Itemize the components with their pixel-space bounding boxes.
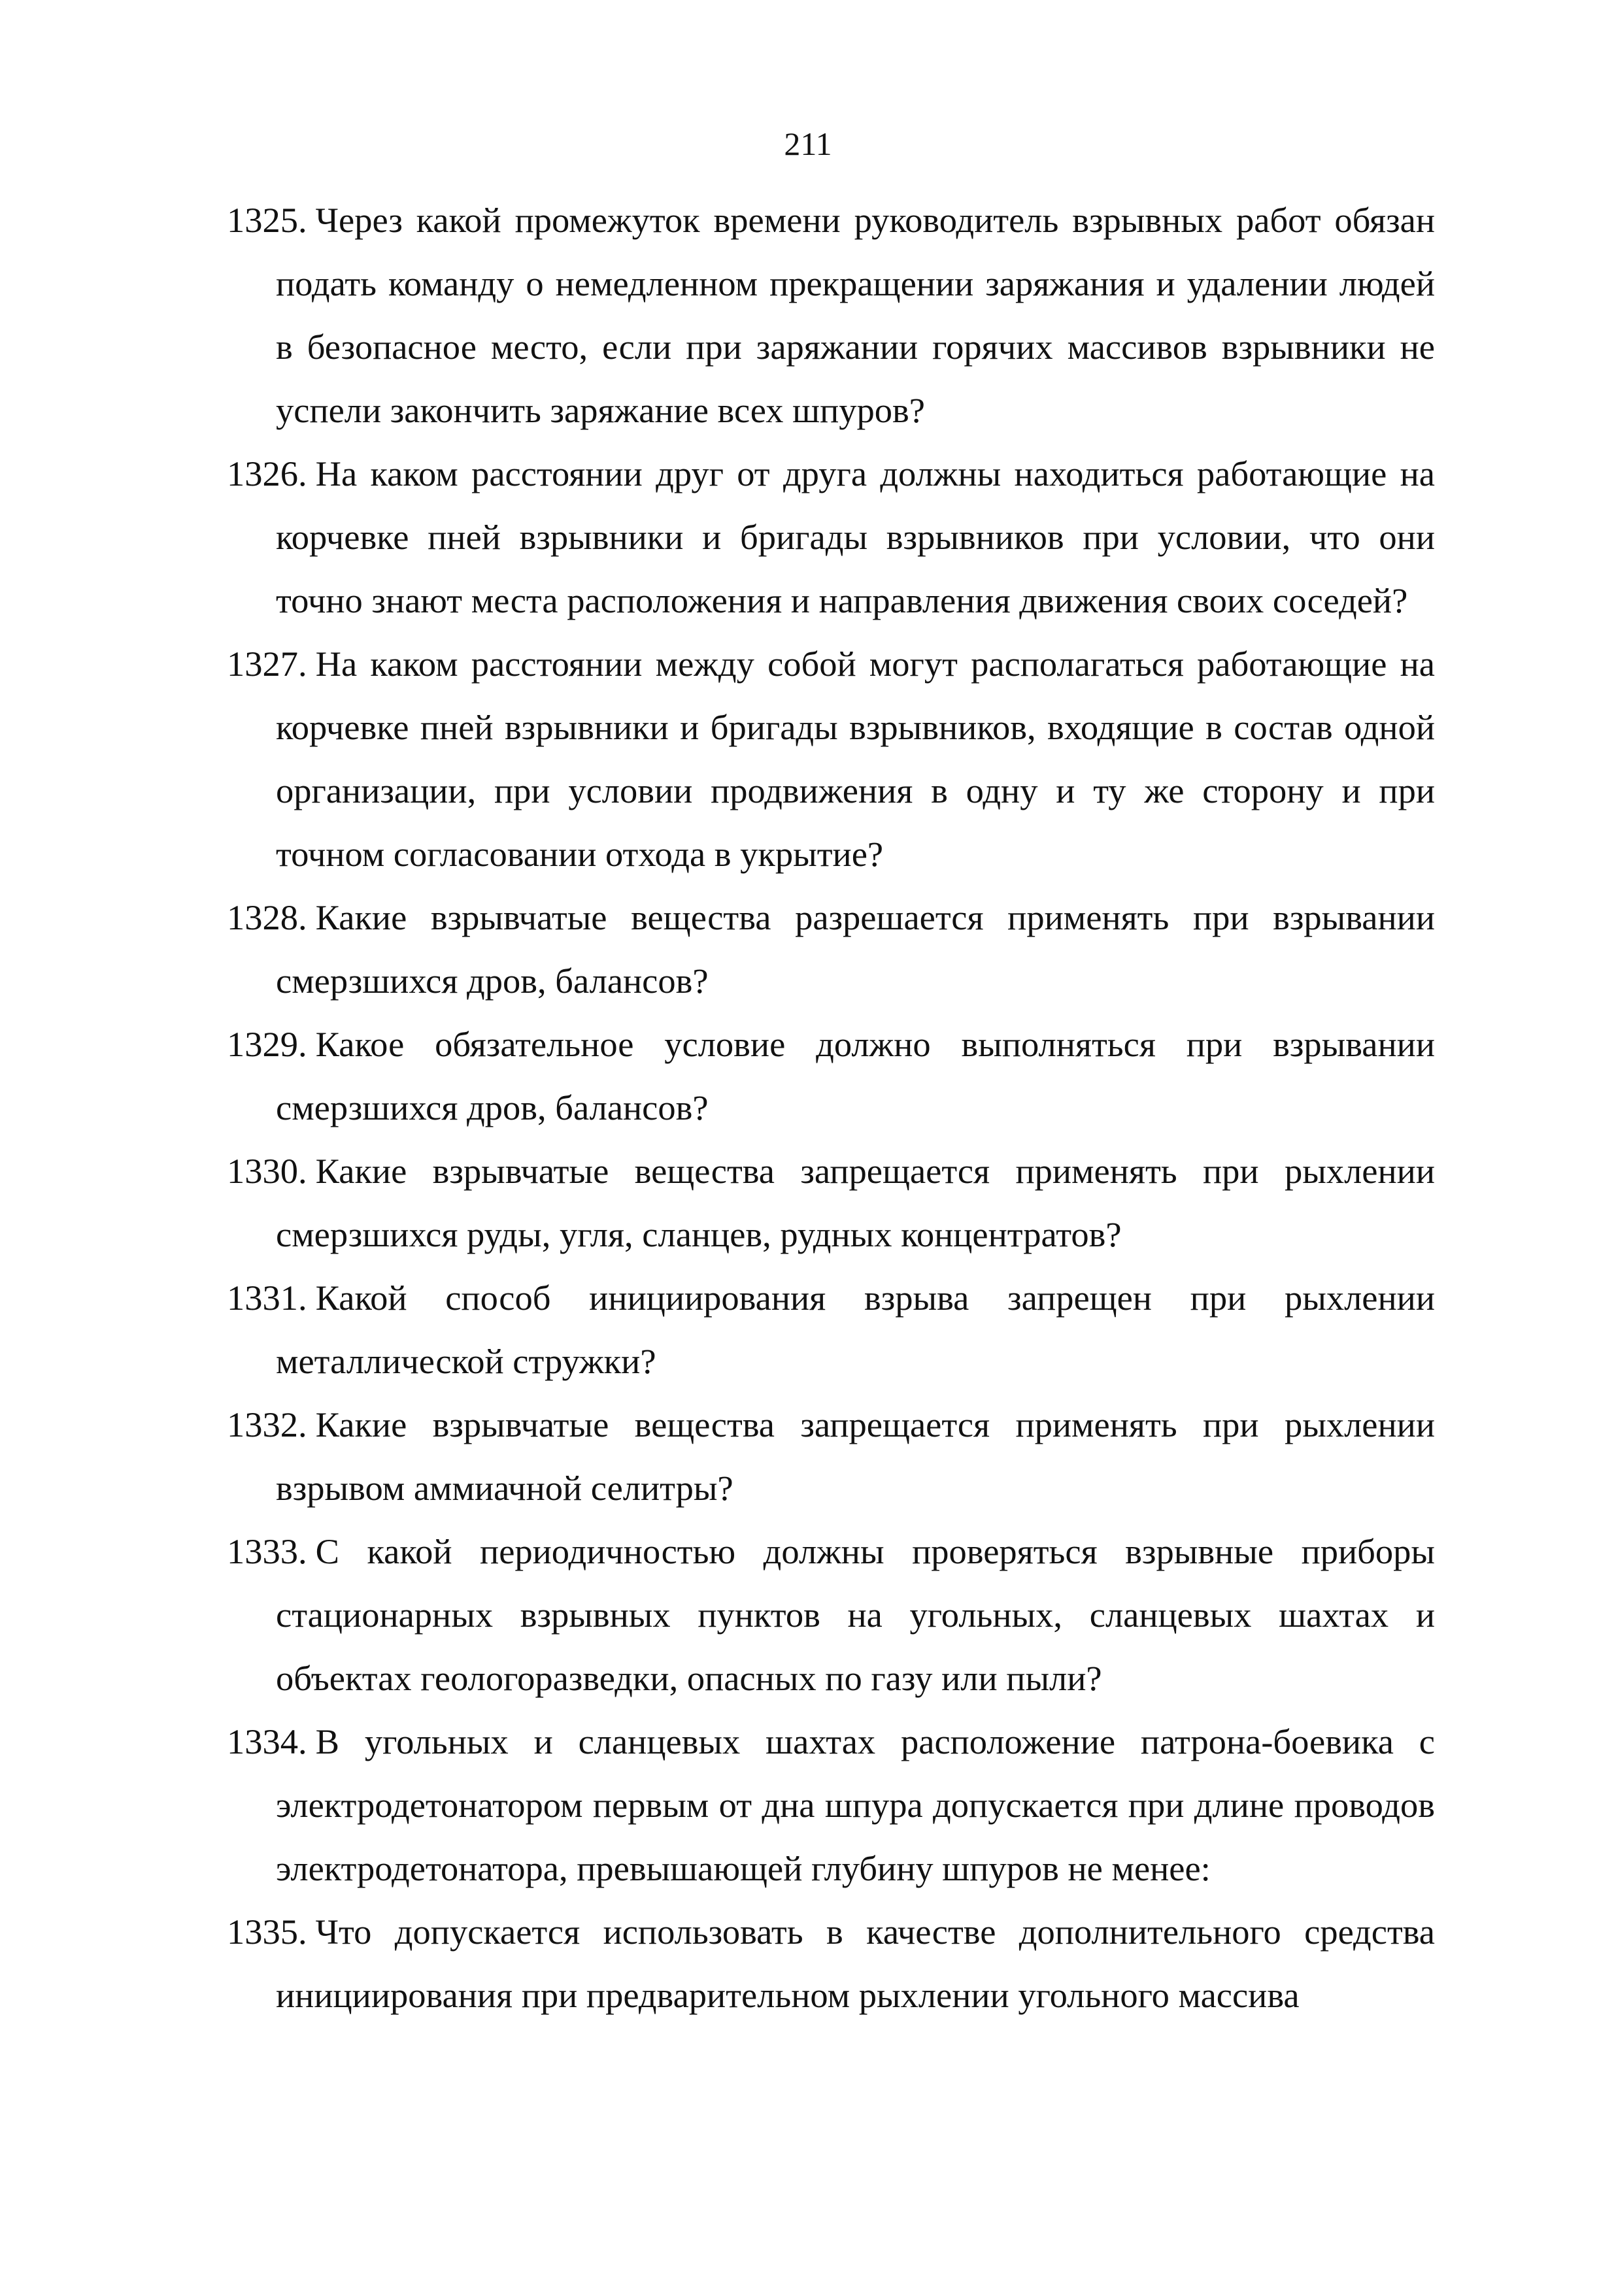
question-item xyxy=(229,1139,1435,1266)
question-text: В угольных и сланцевых шахтах расположение патрона-боевика с электродетонатором первым от дна шпура допускается при длине проводов электродетонатора, превышающей глубину шпуров не менее: xyxy=(276,1722,1435,1888)
question-text: Какой способ инициирования взрыва запрещен при рыхлении металлической стружки? xyxy=(276,1278,1435,1381)
question-text: На каком расстоянии друг от друга должны находиться работающие на корчевке пней взрывники и бригады взрывников при условии, что они точно знают места расположения и направления движения своих соседей? xyxy=(276,454,1435,620)
question-text: Какие взрывчатые вещества запрещается применять при рыхлении смерзшихся руды, угля, сланцев, рудных концентратов? xyxy=(276,1151,1435,1254)
question-number: 1334. xyxy=(227,1722,307,1761)
question-item xyxy=(229,1266,1435,1393)
question-item xyxy=(229,632,1435,886)
question-item xyxy=(229,1520,1435,1710)
question-text: Какие взрывчатые вещества разрешается применять при взрывании смерзшихся дров, балансов? xyxy=(276,897,1435,1001)
question-number: 1331. xyxy=(227,1278,307,1318)
question-item xyxy=(229,442,1435,632)
question-text: Через какой промежуток времени руководитель взрывных работ обязан подать команду о немедленном прекращении заряжания и удалении людей в безопасное место, если при заряжании горячих массивов взрывники не успели закончить заряжание всех шпуров? xyxy=(276,200,1435,430)
question-text: Какое обязательное условие должно выполняться при взрывании смерзшихся дров, балансов? xyxy=(276,1024,1435,1127)
question-item xyxy=(229,1393,1435,1520)
question-number: 1329. xyxy=(227,1024,307,1064)
question-number: 1325. xyxy=(227,200,307,240)
page-number: 211 xyxy=(784,125,832,162)
question-text: С какой периодичностью должны проверяться взрывные приборы стационарных взрывных пунктов на угольных, сланцевых шахтах и объектах геологоразведки, опасных по газу или пыли? xyxy=(276,1531,1435,1698)
question-item xyxy=(229,1900,1435,2027)
question-item xyxy=(229,886,1435,1012)
question-number: 1328. xyxy=(227,897,307,937)
question-item xyxy=(229,1012,1435,1139)
question-item xyxy=(229,188,1435,442)
question-list xyxy=(229,188,1435,2027)
question-number: 1335. xyxy=(227,1912,307,1952)
question-number: 1330. xyxy=(227,1151,307,1191)
question-number: 1332. xyxy=(227,1405,307,1444)
question-number: 1326. xyxy=(227,454,307,493)
question-item xyxy=(229,1710,1435,1900)
question-number: 1327. xyxy=(227,644,307,684)
question-text: Какие взрывчатые вещества запрещается применять при рыхлении взрывом аммиачной селитры? xyxy=(276,1405,1435,1508)
question-number: 1333. xyxy=(227,1531,307,1571)
question-text: Что допускается использовать в качестве дополнительного средства инициирования при предварительном рыхлении угольного массива xyxy=(276,1912,1435,2015)
question-text: На каком расстоянии между собой могут располагаться работающие на корчевке пней взрывники и бригады взрывников, входящие в состав одной организации, при условии продвижения в одну и ту же сторону и при точном согласовании отхода в укрытие? xyxy=(276,644,1435,874)
